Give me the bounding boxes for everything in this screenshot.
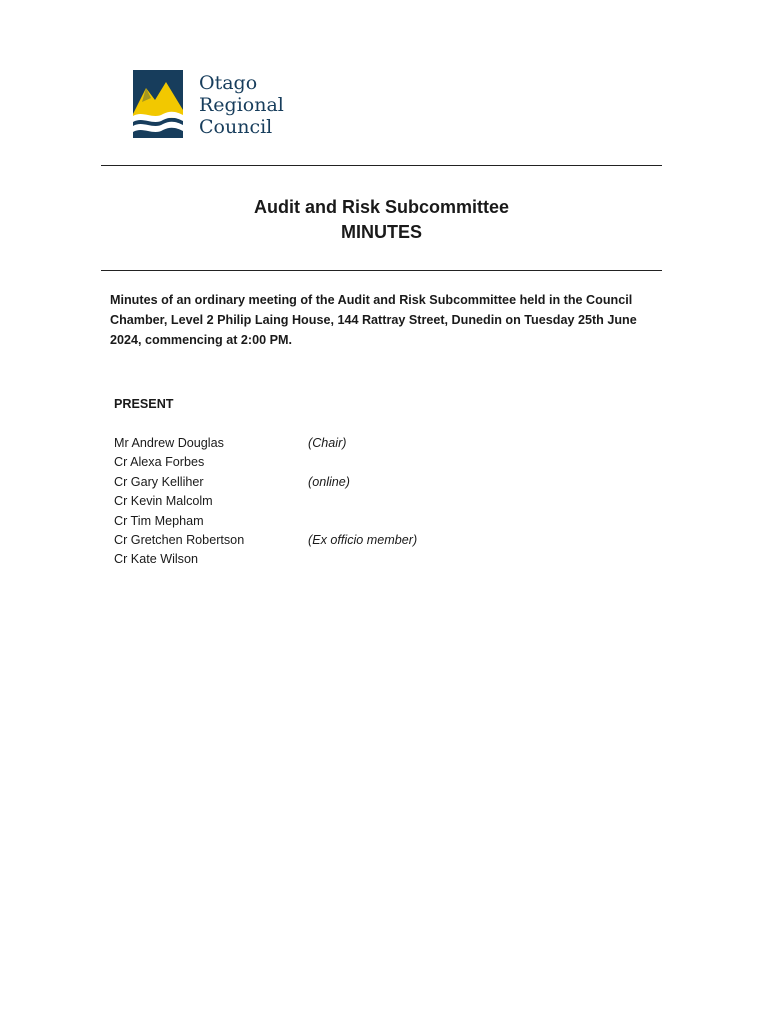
attendee-row xyxy=(114,512,514,531)
attendee-row xyxy=(114,434,514,453)
document-title xyxy=(101,195,662,245)
subcommittee-title: Audit and Risk Subcommittee xyxy=(253,197,510,217)
minutes-title: MINUTES xyxy=(341,222,422,242)
logo-line-council: Council xyxy=(199,116,273,138)
council-mountain-water-icon xyxy=(133,70,183,138)
attendee-row xyxy=(114,473,514,492)
attendee-name: Cr Kevin Malcolm xyxy=(114,494,213,509)
meeting-intro: Minutes of an ordinary meeting of the Audit and Risk Subcommittee held in the Council Chamber, Level 2 Philip Laing House, 144 Rattray Street, Dunedin on Tuesday 25th June 2024, commencing at 2:00 PM. xyxy=(110,293,637,347)
attendee-name: Mr Andrew Douglas xyxy=(114,436,224,450)
attendee-row xyxy=(114,550,514,569)
present-heading: PRESENT xyxy=(114,397,174,411)
attendee-name: Cr Kate Wilson xyxy=(114,552,198,567)
attendee-row xyxy=(114,453,514,472)
attendee-name: Cr Gretchen Robertson xyxy=(114,532,245,547)
attendee-name: Cr Gary Kelliher xyxy=(114,474,204,489)
attendee-name: Cr Alexa Forbes xyxy=(114,455,205,470)
attendee-row xyxy=(114,492,514,511)
attendee-list xyxy=(114,434,514,570)
attendee-row xyxy=(114,531,514,550)
logo-line-regional: Regional xyxy=(199,94,284,116)
bottom-divider xyxy=(101,270,662,271)
attendee-role: (Chair) xyxy=(308,436,347,450)
top-divider xyxy=(101,165,662,166)
logo-line-otago: Otago xyxy=(199,72,258,94)
logo-wordmark xyxy=(199,72,284,138)
attendee-name: Cr Tim Mepham xyxy=(114,513,204,528)
otago-regional-council-logo xyxy=(133,70,303,140)
attendee-role: (Ex officio member) xyxy=(308,532,418,547)
attendee-role: (online) xyxy=(308,474,350,489)
